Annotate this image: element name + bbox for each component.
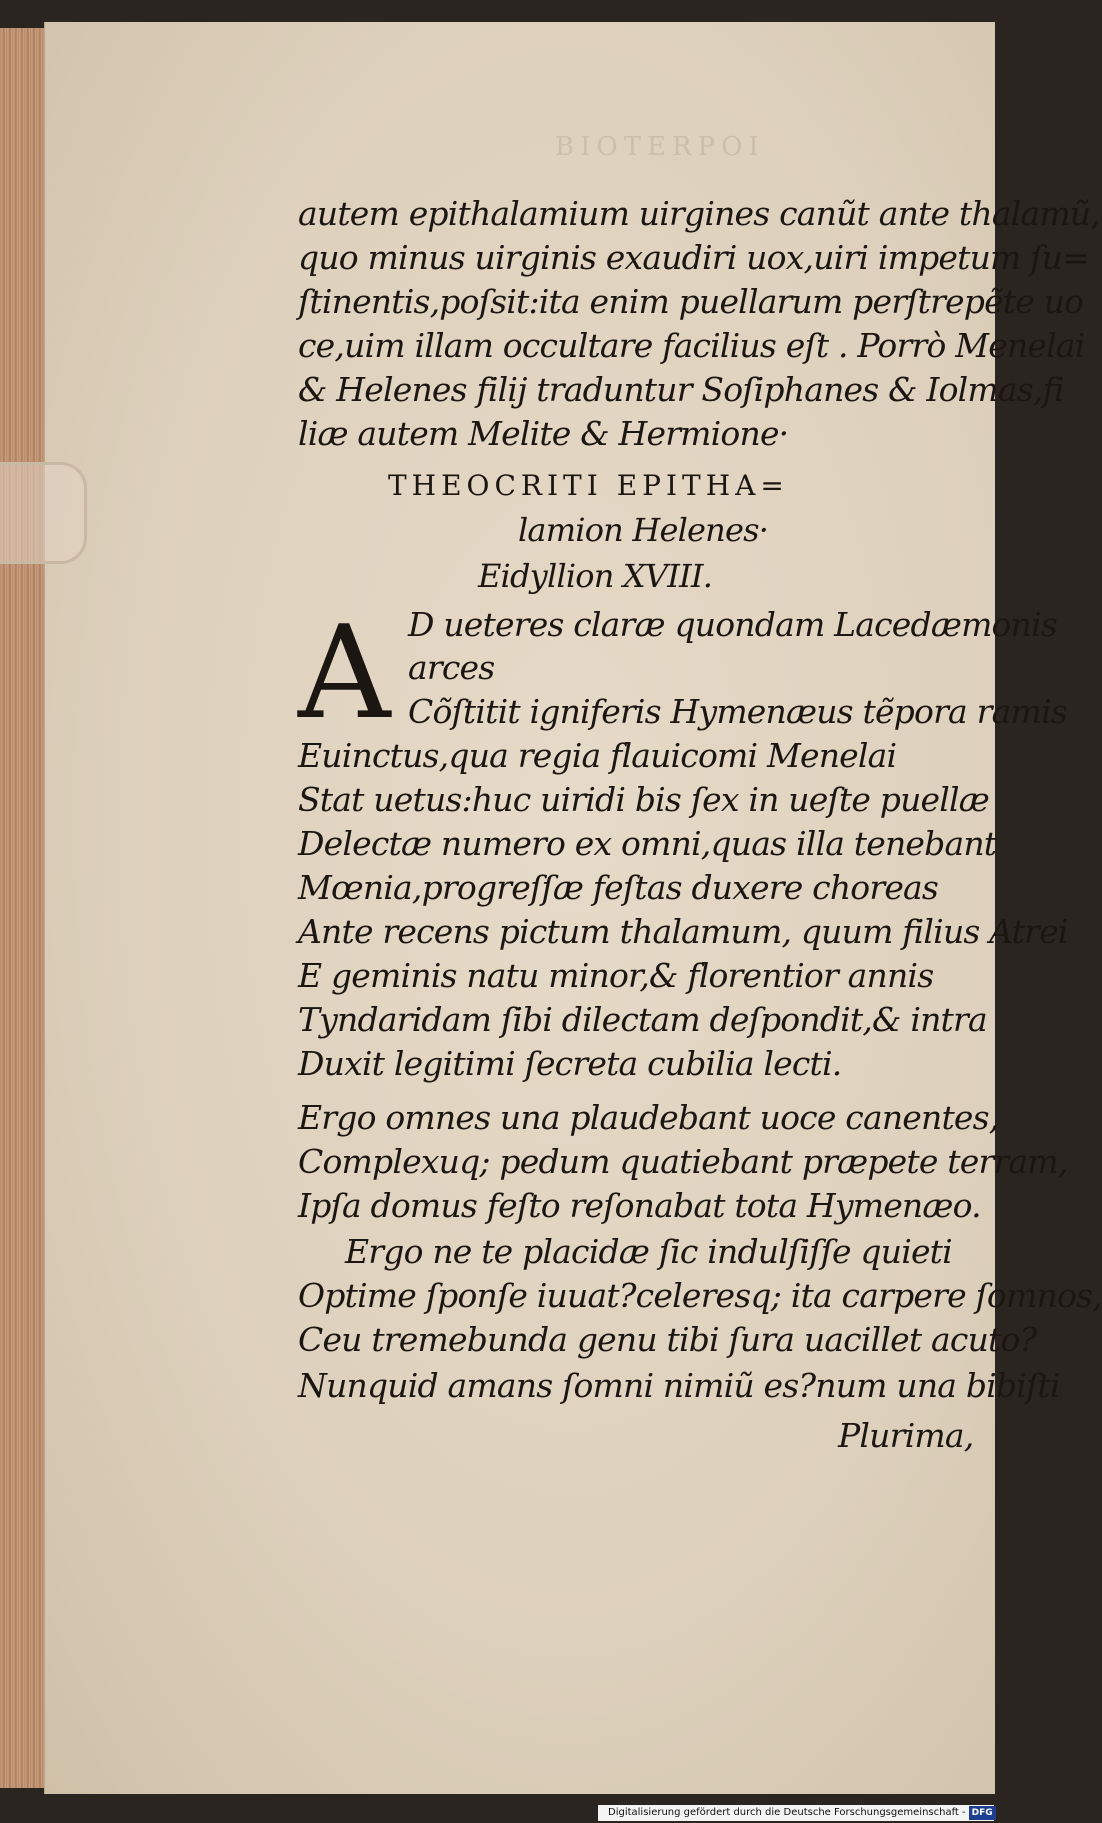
catchword: Plurima, <box>838 1416 974 1455</box>
dfg-logo: DFG <box>969 1806 996 1820</box>
poem-title-continued: lamion Helenes· <box>518 511 769 549</box>
poem-line: arces <box>408 648 495 687</box>
poem-line: Euinctus,qua regia flauicomi Menelai <box>298 736 897 775</box>
poem-line: E geminis natu minor,& florentior annis <box>298 956 934 995</box>
bleed-through-text: BIOTERPOI <box>555 132 765 162</box>
poem-line: Optime ſponſe iuuat?celeresq; ita carpere ſomnos, <box>298 1276 1102 1315</box>
text-line: autem epithalamium uirgines canũt ante thalamũ, <box>298 194 1100 233</box>
poem-line: Ceu tremebunda genu tibi ſura uacillet acuto? <box>298 1320 1037 1359</box>
poem-line: Tyndaridam ſibi dilectam deſpondit,& intra <box>298 1000 987 1039</box>
poem-line: Complexuq; pedum quatiebant præpete terram, <box>298 1142 1068 1181</box>
text-line: & Helenes filij traduntur Soſiphanes & Iolmas,fi <box>298 370 1064 409</box>
text-line: liæ autem Melite & Hermione· <box>298 414 789 453</box>
poem-line: D ueteres claræ quondam Lacedæmonis <box>408 605 1057 644</box>
text-line: quo minus uirginis exaudiri uox,uiri impetum ſu= <box>298 238 1089 277</box>
poem-line: Nunquid amans ſomni nimiũ es?num una bibiſti <box>298 1366 1060 1405</box>
poem-line: Ergo omnes una plaudebant uoce canentes, <box>298 1098 999 1137</box>
poem-number: Eidyllion XVIII. <box>478 557 713 595</box>
poem-line: Mœnia,progreſſæ feſtas duxere choreas <box>298 868 939 907</box>
poem-line: Cõſtitit igniferis Hymenæus tẽpora ramis <box>408 692 1067 731</box>
text-line: ce,uim illam occultare facilius eſt . Porrò Menelai <box>298 326 1085 365</box>
poem-line: Ipſa domus feſto reſonabat tota Hymenæo. <box>298 1186 981 1225</box>
poem-line: Ante recens pictum thalamum, quum filius Atrei <box>298 912 1068 951</box>
poem-line: Ergo ne te placidæ ſic indulſiſſe quieti <box>345 1232 952 1271</box>
poem-line: Delectæ numero ex omni,quas illa tenebant <box>298 824 997 863</box>
poem-title: THEOCRITI EPITHA= <box>388 469 789 502</box>
poem-line: Duxit legitimi ſecreta cubilia lecti. <box>298 1044 842 1083</box>
text-line: ſtinentis,poſsit:ita enim puellarum perſtrepẽte uo <box>298 282 1084 321</box>
digitization-credit <box>598 1805 994 1821</box>
poem-line: Stat uetus:huc uiridi bis ſex in ueſte puellæ <box>298 780 989 819</box>
drop-cap: A <box>298 599 390 748</box>
credit-text: Digitalisierung gefördert durch die Deutsche Forschungsgemeinschaft - <box>608 1807 966 1818</box>
